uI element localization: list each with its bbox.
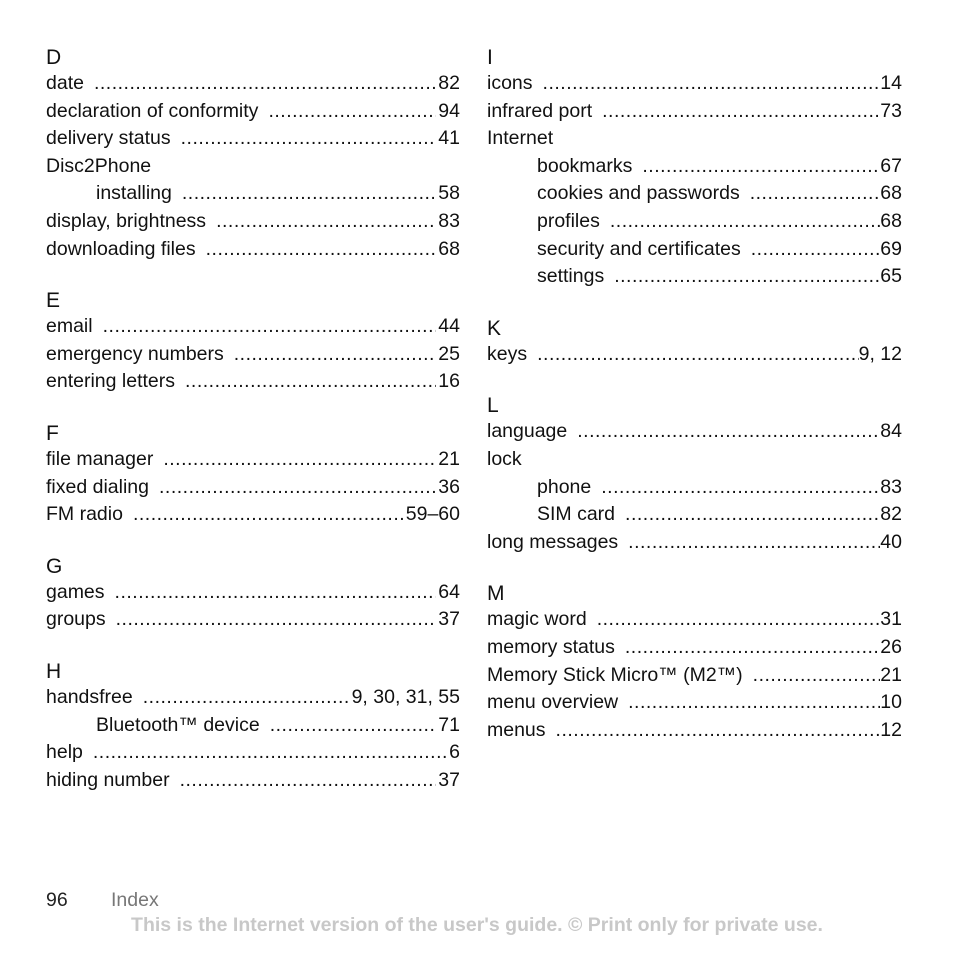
index-section-l [487,392,902,556]
section-letter: L [487,394,499,418]
dot-leader [116,606,437,634]
entry-page: 83 [438,209,460,232]
index-entry [46,236,460,264]
entry-term: help [46,741,83,764]
index-entry [46,341,460,369]
entry-page: 21 [438,447,460,470]
index-subentry [487,208,902,236]
entry-page: 82 [438,72,460,94]
dot-leader [133,501,404,529]
index-section-h [46,658,460,794]
entry-page: 64 [438,580,460,603]
dot-leader [103,313,437,341]
index-entry [46,474,460,502]
index-entry [487,70,902,98]
entry-page: 21 [880,663,902,686]
entry-term: settings [537,265,605,288]
dot-leader [628,529,880,557]
dot-leader [94,70,436,98]
dot-leader [751,236,881,264]
dot-leader [159,474,436,502]
dot-leader [180,767,437,795]
entry-page: 25 [438,342,460,365]
index-entry [46,125,460,153]
index-entry [487,689,902,717]
dot-leader [182,180,436,208]
index-entry [46,606,460,634]
entry-term: groups [46,608,106,631]
dot-leader [234,341,437,369]
entry-term: fixed dialing [46,475,149,498]
entry-term: FM radio [46,503,123,526]
entry-page: 6 [449,741,460,764]
entry-term: emergency numbers [46,342,224,365]
dot-leader [268,98,436,126]
entry-page: 84 [880,420,902,443]
entry-term: installing [96,182,172,205]
entry-term: Memory Stick Micro™ (M2™) [487,663,743,686]
index-entry [487,418,902,446]
index-entry [46,70,460,98]
index-section-f [46,420,460,529]
entry-page: 82 [880,503,902,526]
dot-leader [216,208,436,236]
dot-leader [642,153,880,181]
internet-version-notice: This is the Internet version of the user's guide. © Print only for private use. [131,914,823,936]
index-entry [46,98,460,126]
dot-leader [181,125,437,153]
entry-page: 44 [438,315,460,338]
entry-term: bookmarks [537,154,633,177]
entry-term: downloading files [46,237,196,260]
entry-term: file manager [46,447,154,470]
index-entry [46,153,460,181]
index-subentry [487,153,902,181]
dot-leader [556,717,881,745]
index-entry [46,739,460,767]
dot-leader [270,712,437,740]
index-entry [487,125,902,153]
entry-page: 16 [438,370,460,393]
entry-page: 26 [880,635,902,658]
dot-leader [625,501,880,529]
entry-term: cookies and passwords [537,182,740,205]
dot-leader [577,418,880,446]
index-entry [46,684,460,712]
dot-leader [206,236,437,264]
entry-page: 68 [880,182,902,205]
entry-term: memory status [487,635,615,658]
entry-term: infrared port [487,99,593,122]
section-letter: D [46,46,62,69]
entry-page: 41 [438,127,460,150]
section-title: Index [111,889,159,911]
index-column-left [46,44,460,818]
entry-term: lock [487,447,522,470]
index-subentry [487,263,902,291]
index-entry [46,313,460,341]
dot-leader [543,70,881,98]
index-section-i [487,44,902,291]
entry-term: profiles [537,209,600,232]
index-entry [46,579,460,607]
entry-term: icons [487,72,533,94]
index-subentry [487,180,902,208]
entry-term: long messages [487,530,619,553]
index-section-e [46,287,460,396]
page-number: 96 [46,889,68,911]
dot-leader [597,606,881,634]
entry-page: 10 [880,691,902,714]
index-entry [487,606,902,634]
entry-term: handsfree [46,685,133,708]
section-letter: M [487,582,505,606]
entry-page: 59–60 [405,503,460,526]
index-section-m [487,580,902,744]
entry-term: Disc2Phone [46,154,152,177]
index-entry [46,368,460,396]
index-column-right [487,44,902,768]
entry-term: Bluetooth™ device [96,713,260,736]
dot-leader [750,180,881,208]
entry-term: keys [487,342,528,365]
index-section-d [46,44,460,263]
section-letter: H [46,659,62,683]
dot-leader [601,474,880,502]
index-entry [46,767,460,795]
entry-page: 9, 30, 31, 55 [351,685,460,708]
entry-page: 83 [880,475,902,498]
index-entry [46,446,460,474]
entry-term: SIM card [537,503,616,526]
index-entry [487,446,902,474]
dot-leader [115,579,437,607]
dot-leader [753,662,881,690]
dot-leader [614,263,880,291]
entry-term: phone [537,475,592,498]
dot-leader [537,341,859,369]
section-letter: E [46,289,61,313]
dot-leader [143,684,350,712]
index-entry [487,634,902,662]
index-subentry [487,236,902,264]
entry-term: security and certificates [537,237,741,260]
entry-page: 71 [438,713,460,736]
entry-term: display, brightness [46,209,207,232]
section-letter: I [487,46,493,69]
entry-page: 31 [880,608,902,631]
entry-page: 12 [880,718,902,741]
entry-page: 58 [438,182,460,205]
entry-page: 65 [880,265,902,288]
entry-page: 9, 12 [858,342,902,365]
index-subentry [487,501,902,529]
entry-page: 94 [438,99,460,122]
index-entry [487,341,902,369]
dot-leader [610,208,880,236]
entry-term: Internet [487,127,554,150]
entry-term: declaration of conformity [46,99,259,122]
index-subentry [487,474,902,502]
section-letter: G [46,554,63,578]
entry-term: entering letters [46,370,175,393]
entry-page: 37 [438,768,460,791]
index-entry [46,501,460,529]
entry-term: magic word [487,608,587,631]
entry-term: language [487,420,568,443]
entry-page: 37 [438,608,460,631]
entry-term: email [46,315,93,338]
dot-leader [628,689,880,717]
index-entry [487,662,902,690]
index-section-k [487,315,902,369]
entry-page: 68 [880,209,902,232]
entry-page: 68 [438,237,460,260]
dot-leader [602,98,880,126]
dot-leader [93,739,447,767]
entry-page: 14 [880,72,902,94]
index-entry [487,717,902,745]
entry-page: 69 [880,237,902,260]
entry-page: 36 [438,475,460,498]
section-letter: F [46,421,59,445]
entry-term: games [46,580,105,603]
dot-leader [163,446,436,474]
entry-term: menus [487,718,546,741]
entry-page: 67 [880,154,902,177]
section-letter: K [487,316,502,340]
index-entry [487,529,902,557]
dot-leader [625,634,880,662]
index-section-g [46,553,460,634]
index-entry [46,208,460,236]
dot-leader [185,368,436,396]
entry-term: menu overview [487,691,619,714]
entry-page: 40 [880,530,902,553]
entry-page: 73 [880,99,902,122]
entry-term: hiding number [46,768,170,791]
index-subentry [46,712,460,740]
entry-term: date [46,72,84,94]
entry-term: delivery status [46,127,171,150]
index-entry [487,98,902,126]
index-subentry [46,180,460,208]
